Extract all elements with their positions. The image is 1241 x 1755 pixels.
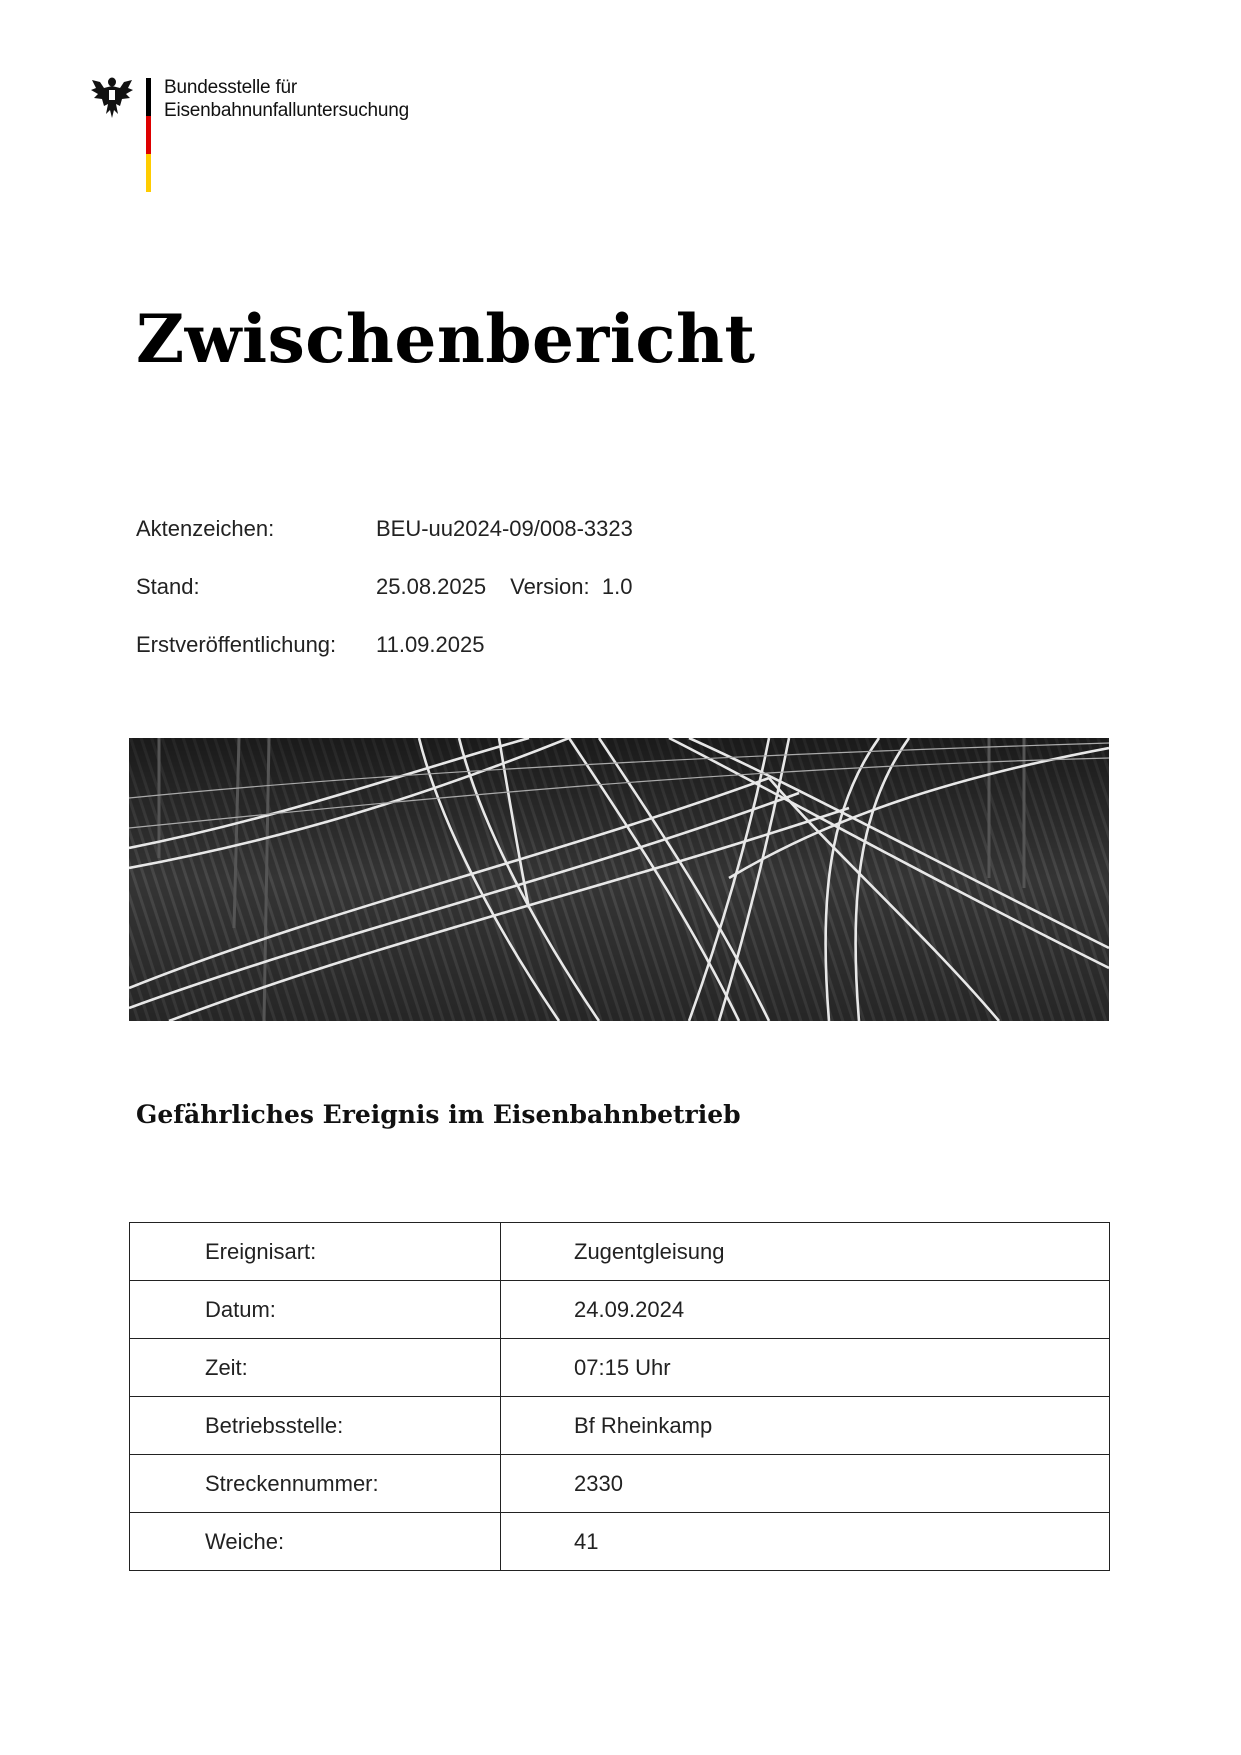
federal-eagle-icon bbox=[90, 74, 134, 120]
table-cell-value: 41 bbox=[501, 1513, 1110, 1571]
agency-logo bbox=[90, 74, 430, 194]
org-line-1: Bundesstelle für bbox=[164, 77, 298, 98]
table-cell-label: Weiche: bbox=[130, 1513, 501, 1571]
version-label: Version: bbox=[510, 574, 590, 599]
status-label: Stand: bbox=[136, 574, 200, 599]
table-cell-value: Zugentgleisung bbox=[501, 1223, 1110, 1281]
table-row bbox=[130, 1339, 1110, 1397]
table-row bbox=[130, 1455, 1110, 1513]
table-cell-value: Bf Rheinkamp bbox=[501, 1397, 1110, 1455]
organization-name bbox=[164, 76, 409, 122]
table-row bbox=[130, 1281, 1110, 1339]
table-cell-value: 2330 bbox=[501, 1455, 1110, 1513]
status-date: 25.08.2025 bbox=[376, 574, 487, 599]
railway-tracks-image bbox=[129, 738, 1109, 1021]
event-type-heading: Gefährliches Ereignis im Eisenbahnbetrieb bbox=[136, 1100, 741, 1129]
case-value: BEU-uu2024-09/008-3323 bbox=[376, 516, 633, 541]
version-value: 1.0 bbox=[601, 574, 633, 599]
page-title: Zwischenbericht bbox=[136, 300, 756, 378]
table-cell-label: Zeit: bbox=[130, 1339, 501, 1397]
table-cell-value: 24.09.2024 bbox=[501, 1281, 1110, 1339]
table-row bbox=[130, 1397, 1110, 1455]
first-publication-value: 11.09.2025 bbox=[376, 632, 485, 657]
table-cell-value: 07:15 Uhr bbox=[501, 1339, 1110, 1397]
table-cell-label: Datum: bbox=[130, 1281, 501, 1339]
event-details-table bbox=[129, 1222, 1110, 1571]
table-cell-label: Streckennummer: bbox=[130, 1455, 501, 1513]
railway-tracks-photo bbox=[129, 738, 1109, 1021]
table-row bbox=[130, 1513, 1110, 1571]
case-label: Aktenzeichen: bbox=[136, 516, 275, 541]
table-row bbox=[130, 1223, 1110, 1281]
table-cell-label: Ereignisart: bbox=[130, 1223, 501, 1281]
first-publication-label: Erstveröffentlichung: bbox=[136, 632, 337, 657]
org-line-2: Eisenbahnunfalluntersuchung bbox=[164, 100, 409, 121]
flag-bar bbox=[146, 78, 151, 192]
table-cell-label: Betriebsstelle: bbox=[130, 1397, 501, 1455]
status-value bbox=[376, 574, 632, 600]
